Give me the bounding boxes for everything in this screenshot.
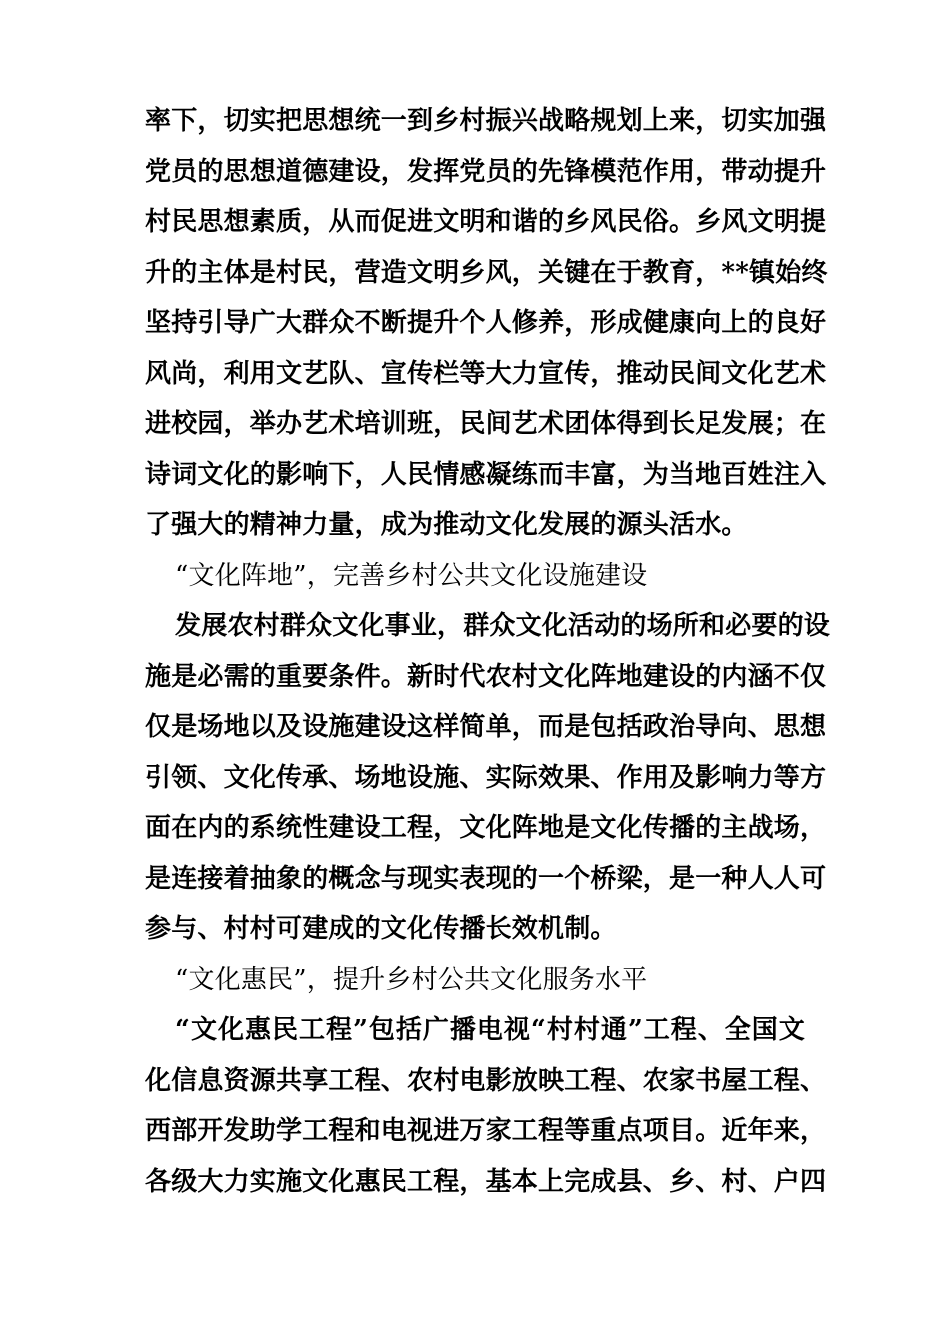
paragraph-line: 仅是场地以及设施建设这样简单，而是包括政治导向、思想 — [145, 712, 827, 742]
paragraph-line: 是连接着抽象的概念与现实表现的一个桥梁，是一种人人可 — [145, 863, 827, 894]
paragraph-line: 坚持引导广大群众不断提升个人修养，形成健康向上的良好 — [145, 308, 827, 338]
paragraph-line: 西部开发助学工程和电视进万家工程等重点项目。近年来， — [145, 1116, 827, 1146]
paragraph-line: 升的主体是村民，营造文明乡风，关键在于教育，**镇始终 — [145, 257, 828, 288]
paragraph-line: 化信息资源共享工程、农村电影放映工程、农家书屋工程、 — [145, 1065, 827, 1096]
paragraph-line: 率下，切实把思想统一到乡村振兴战略规划上来，切实加强 — [145, 106, 827, 136]
document-body — [145, 96, 831, 1207]
paragraph-line: 引领、文化传承、场地设施、实际效果、作用及影响力等方 — [145, 762, 827, 793]
paragraph-line: 各级大力实施文化惠民工程，基本上完成县、乡、村、户四 — [145, 1166, 827, 1197]
paragraph-line: 进校园，举办艺术培训班，民间艺术团体得到长足发展；在 — [145, 409, 827, 439]
paragraph-line: 诗词文化的影响下，人民情感凝练而丰富，为当地百姓注入 — [145, 459, 827, 490]
section-heading: “文化阵地”，完善乡村公共文化设施建设 — [175, 560, 648, 591]
paragraph-line: 村民思想素质，从而促进文明和谐的乡风民俗。乡风文明提 — [145, 207, 827, 237]
section-heading: “文化惠民”，提升乡村公共文化服务水平 — [175, 964, 648, 995]
paragraph-line: 施是必需的重要条件。新时代农村文化阵地建设的内涵不仅 — [145, 661, 827, 692]
paragraph-line: 党员的思想道德建设，发挥党员的先锋模范作用，带动提升 — [145, 156, 827, 187]
paragraph-line: 参与、村村可建成的文化传播长效机制。 — [145, 914, 617, 944]
paragraph-line: “文化惠民工程”包括广播电视“村村通”工程、全国文 — [175, 1015, 805, 1045]
paragraph-line: 发展农村群众文化事业，群众文化活动的场所和必要的设 — [175, 611, 831, 641]
paragraph-line: 了强大的精神力量，成为推动文化发展的源头活水。 — [145, 510, 748, 540]
paragraph-line: 风尚，利用文艺队、宣传栏等大力宣传，推动民间文化艺术 — [145, 358, 827, 389]
paragraph-line: 面在内的系统性建设工程，文化阵地是文化传播的主战场， — [145, 813, 827, 843]
